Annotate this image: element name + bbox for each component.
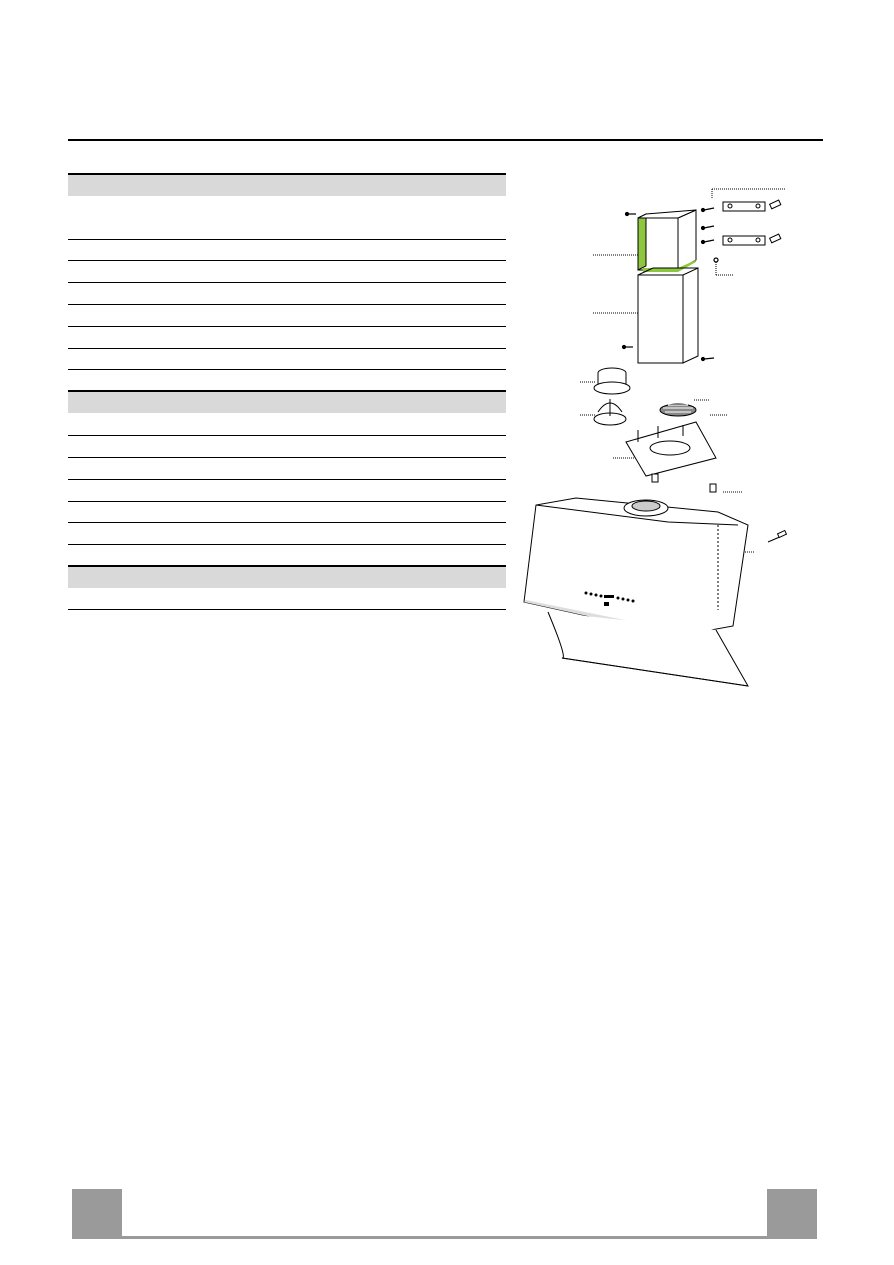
mounting-plate: [626, 422, 716, 476]
table-row: [68, 457, 506, 458]
footer-box-right: [767, 1189, 817, 1239]
section-header-1: [68, 173, 506, 196]
table-row: [68, 544, 506, 545]
lower-chimney: [638, 268, 698, 363]
table-row: [68, 369, 506, 370]
table-row: [68, 282, 506, 283]
table-row: [68, 304, 506, 305]
table-row: [68, 501, 506, 502]
damper: [594, 399, 626, 425]
table-row: [68, 435, 506, 436]
duct-collar: [594, 368, 630, 394]
table-row: [68, 348, 506, 349]
hood-body: [524, 498, 748, 686]
side-screws: [768, 530, 786, 542]
table-row: [68, 326, 506, 327]
clips: [652, 474, 716, 492]
section-header-3: [68, 565, 506, 588]
table-row: [68, 479, 506, 480]
upper-chimney: [638, 210, 696, 272]
top-rule: [68, 139, 823, 141]
exploded-diagram: [518, 180, 808, 710]
table-row: [68, 609, 506, 610]
footer-box-left: [72, 1189, 122, 1239]
page-footer: [72, 1189, 817, 1241]
table-row: [68, 522, 506, 523]
table-row: [68, 260, 506, 261]
footer-line: [122, 1236, 767, 1239]
section-header-2: [68, 390, 506, 413]
carbon-filter: [660, 404, 696, 416]
table-row: [68, 239, 506, 240]
wall-brackets: [712, 189, 786, 245]
